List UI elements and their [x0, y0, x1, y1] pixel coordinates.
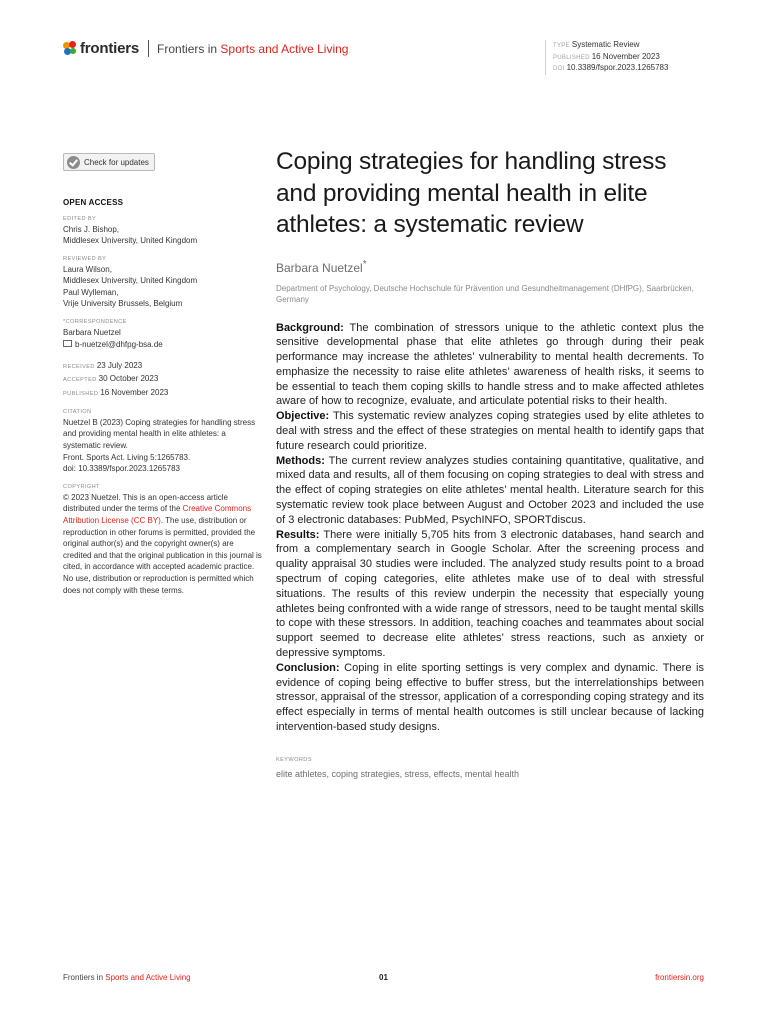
article-meta [545, 40, 668, 75]
citation-label: CITATION [63, 408, 92, 415]
logo-wordmark: frontiers [80, 40, 140, 57]
keywords-label: KEYWORDS [276, 756, 312, 763]
edited-by-label: EDITED BY [63, 215, 97, 222]
meta-type: TYPE Systematic Review [553, 40, 640, 49]
keywords: elite athletes, coping strategies, stress, effects, mental health [276, 768, 519, 779]
reviewer-name: Paul Wylleman, [63, 287, 119, 297]
citation-journal: Front. Sports Act. Living 5:1265783. [63, 452, 191, 462]
reviewed-by-label: REVIEWED BY [63, 255, 107, 262]
open-access-label: OPEN ACCESS [63, 197, 124, 207]
footer-journal[interactable]: Frontiers in Sports and Active Living [63, 973, 191, 982]
meta-published: PUBLISHED 16 November 2023 [553, 51, 660, 61]
article-dates [63, 360, 263, 400]
correspondence-name: Barbara Nuetzel [63, 328, 121, 338]
date-published: PUBLISHED 16 November 2023 [63, 387, 169, 397]
mail-icon [63, 340, 72, 347]
frontiers-logo-icon [63, 41, 77, 57]
check-for-updates-button[interactable] [63, 153, 155, 171]
abstract-objective: Objective: This systematic review analyzes coping strategies used by elite athletes to deal with stress and the effect of these strategies on mental health to identify gaps that future research could prioritize. [276, 410, 704, 452]
citation-doi[interactable]: doi: 10.3389/fspor.2023.1265783 [63, 464, 180, 474]
logo-divider [148, 40, 149, 57]
editor-name: Chris J. Bishop, [63, 224, 120, 234]
date-received: RECEIVED 23 July 2023 [63, 361, 143, 371]
frontiers-logo[interactable] [63, 40, 348, 57]
citation-text: Nuetzel B (2023) Coping strategies for handling stress and providing mental health in elite athletes: a systematic review. [63, 417, 256, 451]
journal-name[interactable] [157, 42, 348, 56]
footer-site-link[interactable]: frontiersin.org [655, 973, 704, 982]
journal-prefix: Frontiers in [157, 41, 221, 56]
correspondence-label: *CORRESPONDENCE [63, 319, 127, 326]
author-name[interactable]: Barbara Nuetzel [276, 260, 363, 275]
article-title: Coping strategies for handling stress and providing mental health in elite athletes: a systematic review [276, 148, 667, 238]
abstract-results: Results: There were initially 5,705 hits from 3 electronic databases, hand search and from a complementary search in Google Scholar. After the screening process and quality appraisal 30 studies were included. The analyzed study results point to a broad spectrum of coping categories, elite athletes make use of to deal with stressful situations. The results of this review underpin the necessity that especially young athletes being confronted with a wide range of stressors, need to be taught mental skills to cope with these stressors. In addition, teaching coaches and teammates about social support seemed to decrease elite athletes’ stress reactions, such as anxiety or depressive symptoms. [276, 528, 704, 660]
date-accepted: ACCEPTED 30 October 2023 [63, 374, 159, 384]
author-mark: * [362, 258, 367, 270]
reviewer-affiliation: Middlesex University, United Kingdom [63, 276, 198, 286]
check-updates-label: Check for updates [84, 157, 149, 167]
check-icon [67, 156, 80, 169]
abstract-background: Background: The combination of stressors unique to the athletic context plus the sensitive developmental phase that elite athletes go through during their peak performance may increase the athletes’ vulnerability to mental health decrements. To emphasize the necessity to raise elite athletes’ awareness of health risks, it seems to be essential to teach them coping skills to handle stress and to make affected athletes aware of how to recognize, evaluate, and articulate potential risks to their health. [276, 321, 704, 408]
author-affiliation: Department of Psychology, Deutsche Hochschule für Prävention und Gesundheitmanagement (DHfPG), Saarbrücken, Germany [276, 283, 694, 304]
author-line [276, 259, 704, 275]
abstract-conclusion: Conclusion: Coping in elite sporting settings is very complex and dynamic. There is evidence of coping being effective to buffer stress, but the interrelationships between stressor, appraisal of the stressor, application of a corresponding coping strategy and its effect especially in terms of mental health outcomes is still unclear because of lacking intervention-based study designs. [276, 661, 704, 734]
abstract [276, 321, 704, 735]
journal-title: Sports and Active Living [220, 41, 349, 56]
editor-affiliation: Middlesex University, United Kingdom [63, 236, 198, 246]
reviewer-affiliation: Vrije University Brussels, Belgium [63, 299, 183, 309]
copyright-text: © 2023 Nuetzel. This is an open-access article distributed under the terms of the Creative Commons Attribution License (CC BY). The use, distribution or reproduction in other forums is permitted, provided the original author(s) and the copyright owner(s) are credited and that the original publication in this journal is cited, in accordance with accepted academic practice. No use, distribution or reproduction is permitted which does not comply with these terms. [63, 492, 262, 595]
meta-doi[interactable]: DOI 10.3389/fspor.2023.1265783 [553, 63, 669, 72]
article-main [276, 146, 704, 779]
page-number: 01 [379, 973, 388, 982]
article-sidebar [63, 153, 263, 596]
correspondence-email[interactable]: b-nuetzel@dhfpg-bsa.de [63, 339, 263, 351]
reviewer-name: Laura Wilson, [63, 264, 112, 274]
abstract-methods: Methods: The current review analyzes studies containing quantitative, qualitative, and mixed data and results, all of them focusing on coping strategies to deal with stress and the effect of coping strategies on elite athletes’ mental health. Literature search for this systematic review took place between August and October 2023 and included the use of 3 electronic databases: PubMed, PsychINFO, SPORTdiscus. [276, 454, 704, 526]
copyright-label: COPYRIGHT [63, 483, 100, 490]
cc-license-link[interactable]: Creative Commons Attribution License (CC BY) [63, 504, 252, 526]
